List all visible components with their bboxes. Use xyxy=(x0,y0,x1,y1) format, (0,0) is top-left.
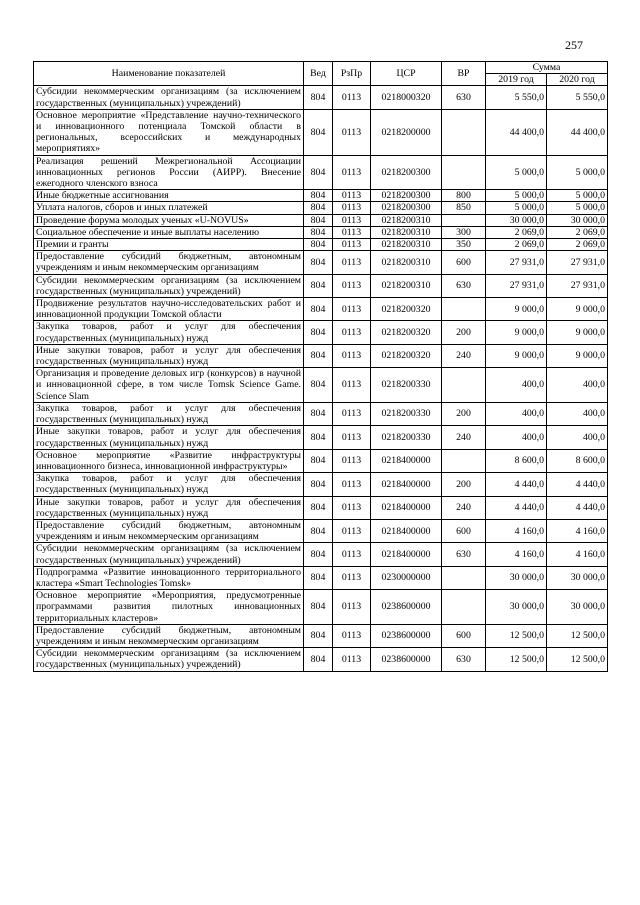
row-name: Закупка товаров, работ и услуг для обеспечения государственных (муниципальных) нужд xyxy=(34,321,304,344)
table-row xyxy=(34,190,608,202)
row-ved: 804 xyxy=(304,86,333,109)
row-vr xyxy=(442,109,486,155)
row-sum-2019: 2 069,0 xyxy=(486,226,547,238)
row-sum-2019: 27 931,0 xyxy=(486,274,547,297)
row-vr: 600 xyxy=(442,519,486,542)
row-csr: 0218200300 xyxy=(371,202,442,214)
row-csr: 0218200310 xyxy=(371,251,442,274)
budget-table xyxy=(33,61,608,672)
table-row xyxy=(34,590,608,625)
row-rzpr: 0113 xyxy=(333,426,371,449)
row-ved: 804 xyxy=(304,321,333,344)
row-name: Предоставление субсидий бюджетным, автономным учреждениям и иным некоммерческим организациям xyxy=(34,624,304,647)
row-name: Иные закупки товаров, работ и услуг для обеспечения государственных (муниципальных) нужд xyxy=(34,426,304,449)
row-vr: 300 xyxy=(442,226,486,238)
table-body xyxy=(34,86,608,671)
row-rzpr: 0113 xyxy=(333,190,371,202)
table-row xyxy=(34,449,608,472)
row-csr: 0218200330 xyxy=(371,426,442,449)
header-csr: ЦСР xyxy=(371,62,442,86)
table-row xyxy=(34,368,608,403)
row-sum-2020: 4 440,0 xyxy=(547,496,608,519)
row-name: Закупка товаров, работ и услуг для обеспечения государственных (муниципальных) нужд xyxy=(34,473,304,496)
row-sum-2019: 4 160,0 xyxy=(486,543,547,566)
row-name: Субсидии некоммерческим организациям (за исключением государственных (муниципальных) учреждений) xyxy=(34,274,304,297)
header-ved: Вед xyxy=(304,62,333,86)
row-rzpr: 0113 xyxy=(333,648,371,671)
row-sum-2019: 2 069,0 xyxy=(486,239,547,251)
row-rzpr: 0113 xyxy=(333,402,371,425)
row-csr: 0238600000 xyxy=(371,648,442,671)
row-vr: 800 xyxy=(442,190,486,202)
row-sum-2019: 8 600,0 xyxy=(486,449,547,472)
row-csr: 0218200320 xyxy=(371,298,442,321)
row-sum-2019: 5 000,0 xyxy=(486,202,547,214)
row-sum-2019: 30 000,0 xyxy=(486,214,547,226)
row-name: Субсидии некоммерческим организациям (за исключением государственных (муниципальных) учреждений) xyxy=(34,543,304,566)
row-csr: 0218200320 xyxy=(371,321,442,344)
row-ved: 804 xyxy=(304,519,333,542)
header-sum: Сумма xyxy=(486,62,608,74)
row-vr: 600 xyxy=(442,251,486,274)
row-ved: 804 xyxy=(304,648,333,671)
row-ved: 804 xyxy=(304,239,333,251)
table-row xyxy=(34,321,608,344)
row-csr: 0218400000 xyxy=(371,519,442,542)
row-rzpr: 0113 xyxy=(333,251,371,274)
row-rzpr: 0113 xyxy=(333,109,371,155)
table-row xyxy=(34,214,608,226)
row-sum-2020: 8 600,0 xyxy=(547,449,608,472)
row-rzpr: 0113 xyxy=(333,449,371,472)
row-sum-2020: 9 000,0 xyxy=(547,298,608,321)
row-sum-2019: 12 500,0 xyxy=(486,624,547,647)
header-name: Наименование показателей xyxy=(34,62,304,86)
row-sum-2020: 2 069,0 xyxy=(547,239,608,251)
row-csr: 0218200320 xyxy=(371,344,442,367)
row-ved: 804 xyxy=(304,226,333,238)
row-csr: 0218400000 xyxy=(371,449,442,472)
row-sum-2019: 12 500,0 xyxy=(486,648,547,671)
table-row xyxy=(34,226,608,238)
row-sum-2020: 30 000,0 xyxy=(547,566,608,589)
row-name: Основное мероприятие «Развитие инфраструктуры инновационного бизнеса, инновационной инфраструктуры» xyxy=(34,449,304,472)
row-rzpr: 0113 xyxy=(333,155,371,190)
row-ved: 804 xyxy=(304,426,333,449)
row-sum-2019: 30 000,0 xyxy=(486,590,547,625)
row-vr: 850 xyxy=(442,202,486,214)
row-sum-2019: 9 000,0 xyxy=(486,298,547,321)
row-rzpr: 0113 xyxy=(333,321,371,344)
row-csr: 0218400000 xyxy=(371,543,442,566)
row-vr xyxy=(442,590,486,625)
row-sum-2020: 5 000,0 xyxy=(547,190,608,202)
row-vr xyxy=(442,449,486,472)
row-name: Продвижение результатов научно-исследовательских работ и инновационной продукции Томской области xyxy=(34,298,304,321)
row-vr: 240 xyxy=(442,496,486,519)
row-ved: 804 xyxy=(304,190,333,202)
row-ved: 804 xyxy=(304,402,333,425)
row-csr: 0218200310 xyxy=(371,226,442,238)
row-sum-2019: 4 160,0 xyxy=(486,519,547,542)
table-row xyxy=(34,473,608,496)
row-sum-2019: 400,0 xyxy=(486,368,547,403)
row-sum-2020: 4 440,0 xyxy=(547,473,608,496)
row-vr: 630 xyxy=(442,543,486,566)
row-ved: 804 xyxy=(304,109,333,155)
table-row xyxy=(34,202,608,214)
row-csr: 0218200330 xyxy=(371,402,442,425)
row-sum-2020: 4 160,0 xyxy=(547,543,608,566)
row-ved: 804 xyxy=(304,155,333,190)
row-sum-2020: 30 000,0 xyxy=(547,590,608,625)
table-row xyxy=(34,298,608,321)
row-csr: 0218200310 xyxy=(371,214,442,226)
header-2020: 2020 год xyxy=(547,74,608,86)
table-row xyxy=(34,402,608,425)
row-rzpr: 0113 xyxy=(333,590,371,625)
header-vr: ВР xyxy=(442,62,486,86)
row-rzpr: 0113 xyxy=(333,202,371,214)
table-row xyxy=(34,543,608,566)
row-vr xyxy=(442,155,486,190)
row-ved: 804 xyxy=(304,449,333,472)
row-sum-2019: 44 400,0 xyxy=(486,109,547,155)
row-ved: 804 xyxy=(304,274,333,297)
row-sum-2020: 9 000,0 xyxy=(547,321,608,344)
table-row xyxy=(34,251,608,274)
row-sum-2019: 5 000,0 xyxy=(486,155,547,190)
row-vr xyxy=(442,566,486,589)
row-sum-2020: 400,0 xyxy=(547,426,608,449)
row-ved: 804 xyxy=(304,496,333,519)
row-rzpr: 0113 xyxy=(333,624,371,647)
row-rzpr: 0113 xyxy=(333,274,371,297)
table-row xyxy=(34,86,608,109)
row-sum-2019: 4 440,0 xyxy=(486,496,547,519)
row-ved: 804 xyxy=(304,251,333,274)
row-sum-2020: 400,0 xyxy=(547,402,608,425)
row-sum-2020: 27 931,0 xyxy=(547,274,608,297)
row-sum-2020: 5 000,0 xyxy=(547,155,608,190)
row-sum-2020: 400,0 xyxy=(547,368,608,403)
table-row xyxy=(34,496,608,519)
row-name: Реализация решений Межрегиональной Ассоциации инновационных регионов России (АИРР). Внесение ежегодного членского взноса xyxy=(34,155,304,190)
row-csr: 0238600000 xyxy=(371,590,442,625)
row-sum-2019: 4 440,0 xyxy=(486,473,547,496)
row-vr: 200 xyxy=(442,321,486,344)
row-name: Иные закупки товаров, работ и услуг для обеспечения государственных (муниципальных) нужд xyxy=(34,344,304,367)
table-row xyxy=(34,426,608,449)
table-row xyxy=(34,109,608,155)
row-ved: 804 xyxy=(304,590,333,625)
row-csr: 0238600000 xyxy=(371,624,442,647)
row-rzpr: 0113 xyxy=(333,214,371,226)
row-rzpr: 0113 xyxy=(333,368,371,403)
row-sum-2020: 5 000,0 xyxy=(547,202,608,214)
row-sum-2019: 27 931,0 xyxy=(486,251,547,274)
row-ved: 804 xyxy=(304,298,333,321)
row-vr: 240 xyxy=(442,426,486,449)
row-sum-2019: 5 550,0 xyxy=(486,86,547,109)
table-row xyxy=(34,239,608,251)
row-rzpr: 0113 xyxy=(333,519,371,542)
row-sum-2019: 400,0 xyxy=(486,426,547,449)
row-sum-2019: 9 000,0 xyxy=(486,344,547,367)
row-sum-2019: 9 000,0 xyxy=(486,321,547,344)
page-number: 257 xyxy=(565,38,583,52)
row-rzpr: 0113 xyxy=(333,344,371,367)
row-ved: 804 xyxy=(304,566,333,589)
row-csr: 0218200330 xyxy=(371,368,442,403)
row-csr: 0218200300 xyxy=(371,155,442,190)
row-name: Проведение форума молодых ученых «U-NOVUS» xyxy=(34,214,304,226)
row-rzpr: 0113 xyxy=(333,298,371,321)
row-csr: 0218200310 xyxy=(371,274,442,297)
row-sum-2020: 12 500,0 xyxy=(547,648,608,671)
row-sum-2020: 9 000,0 xyxy=(547,344,608,367)
row-rzpr: 0113 xyxy=(333,86,371,109)
row-csr: 0218400000 xyxy=(371,473,442,496)
row-vr: 630 xyxy=(442,86,486,109)
row-vr: 350 xyxy=(442,239,486,251)
row-sum-2020: 4 160,0 xyxy=(547,519,608,542)
row-name: Иные закупки товаров, работ и услуг для обеспечения государственных (муниципальных) нужд xyxy=(34,496,304,519)
table-row xyxy=(34,519,608,542)
row-ved: 804 xyxy=(304,344,333,367)
row-name: Социальное обеспечение и иные выплаты населению xyxy=(34,226,304,238)
row-ved: 804 xyxy=(304,624,333,647)
row-name: Основное мероприятие «Представление научно-технического и инновационного потенциала Томской области в региональных, всероссийских и международных мероприятиях» xyxy=(34,109,304,155)
row-name: Предоставление субсидий бюджетным, автономным учреждениям и иным некоммерческим организациям xyxy=(34,519,304,542)
table-row xyxy=(34,624,608,647)
row-sum-2020: 5 550,0 xyxy=(547,86,608,109)
table-row xyxy=(34,566,608,589)
row-vr: 630 xyxy=(442,274,486,297)
row-sum-2020: 44 400,0 xyxy=(547,109,608,155)
table-row xyxy=(34,648,608,671)
row-csr: 0218200000 xyxy=(371,109,442,155)
row-rzpr: 0113 xyxy=(333,226,371,238)
table-row xyxy=(34,344,608,367)
row-csr: 0218000320 xyxy=(371,86,442,109)
row-sum-2020: 27 931,0 xyxy=(547,251,608,274)
table-header xyxy=(34,62,608,86)
row-rzpr: 0113 xyxy=(333,566,371,589)
row-sum-2019: 400,0 xyxy=(486,402,547,425)
row-vr: 200 xyxy=(442,402,486,425)
row-csr: 0218200300 xyxy=(371,190,442,202)
row-ved: 804 xyxy=(304,543,333,566)
row-vr: 240 xyxy=(442,344,486,367)
row-name: Иные бюджетные ассигнования xyxy=(34,190,304,202)
header-rzpr: РзПр xyxy=(333,62,371,86)
row-csr: 0218200310 xyxy=(371,239,442,251)
row-vr: 600 xyxy=(442,624,486,647)
row-vr xyxy=(442,214,486,226)
row-sum-2020: 30 000,0 xyxy=(547,214,608,226)
row-vr: 200 xyxy=(442,473,486,496)
row-sum-2019: 5 000,0 xyxy=(486,190,547,202)
row-rzpr: 0113 xyxy=(333,239,371,251)
row-csr: 0230000000 xyxy=(371,566,442,589)
row-name: Премии и гранты xyxy=(34,239,304,251)
row-name: Организация и проведение деловых игр (конкурсов) в научной и инновационной сфере, в том числе Tomsk Science Game. Science Slam xyxy=(34,368,304,403)
row-ved: 804 xyxy=(304,202,333,214)
row-vr xyxy=(442,298,486,321)
row-name: Уплата налогов, сборов и иных платежей xyxy=(34,202,304,214)
row-csr: 0218400000 xyxy=(371,496,442,519)
row-rzpr: 0113 xyxy=(333,496,371,519)
row-vr xyxy=(442,368,486,403)
table-row xyxy=(34,274,608,297)
row-name: Субсидии некоммерческим организациям (за исключением государственных (муниципальных) учреждений) xyxy=(34,86,304,109)
row-name: Предоставление субсидий бюджетным, автономным учреждениям и иным некоммерческим организациям xyxy=(34,251,304,274)
row-name: Основное мероприятие «Мероприятия, предусмотренные программами развития пилотных инновационных территориальных кластеров» xyxy=(34,590,304,625)
row-ved: 804 xyxy=(304,473,333,496)
row-name: Закупка товаров, работ и услуг для обеспечения государственных (муниципальных) нужд xyxy=(34,402,304,425)
row-sum-2020: 12 500,0 xyxy=(547,624,608,647)
row-name: Подпрограмма «Развитие инновационного территориального кластера «Smart Technologies Tomsk» xyxy=(34,566,304,589)
row-rzpr: 0113 xyxy=(333,473,371,496)
row-rzpr: 0113 xyxy=(333,543,371,566)
header-2019: 2019 год xyxy=(486,74,547,86)
row-sum-2019: 30 000,0 xyxy=(486,566,547,589)
row-ved: 804 xyxy=(304,368,333,403)
row-ved: 804 xyxy=(304,214,333,226)
table-row xyxy=(34,155,608,190)
row-sum-2020: 2 069,0 xyxy=(547,226,608,238)
row-vr: 630 xyxy=(442,648,486,671)
row-name: Субсидии некоммерческим организациям (за исключением государственных (муниципальных) учреждений) xyxy=(34,648,304,671)
